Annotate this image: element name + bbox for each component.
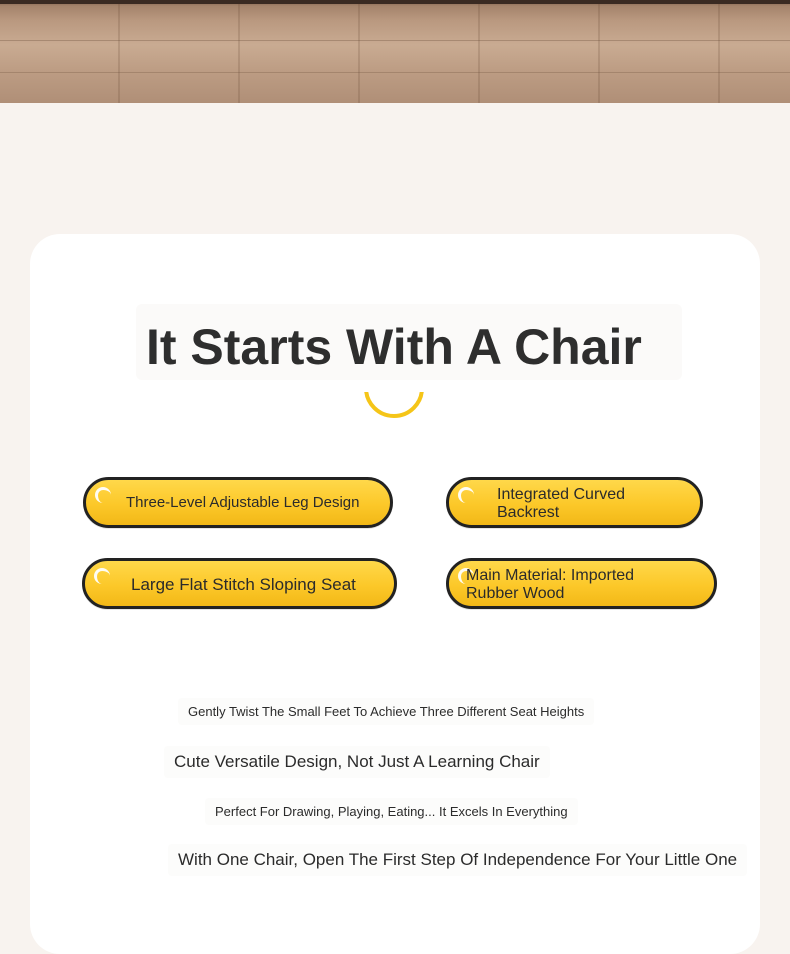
smile-decoration-icon [364, 392, 424, 418]
tagline-excels: Perfect For Drawing, Playing, Eating... It Excels In Everything [205, 798, 578, 825]
feature-label: Integrated Curved Backrest [497, 486, 626, 521]
tagline-independence: With One Chair, Open The First Step Of Independence For Your Little One [168, 844, 747, 876]
wood-floor-banner-image [0, 0, 790, 103]
highlight-arc-icon [95, 487, 111, 503]
highlight-arc-icon [458, 487, 474, 503]
highlight-arc-icon [94, 568, 110, 584]
feature-label: Main Material: Imported Rubber Wood [466, 567, 635, 602]
section-title: It Starts With A Chair [146, 319, 642, 375]
floor-board-seam [0, 72, 790, 73]
feature-pill-sloping-seat [82, 558, 397, 609]
tagline-seat-heights: Gently Twist The Small Feet To Achieve Three Different Seat Heights [178, 698, 594, 725]
feature-pill-adjustable-legs [83, 477, 393, 528]
feature-label: Three-Level Adjustable Leg Design [126, 494, 360, 511]
feature-label: Large Flat Stitch Sloping Seat [131, 575, 356, 594]
tagline-versatile-design: Cute Versatile Design, Not Just A Learning Chair [164, 746, 550, 778]
feature-pill-curved-backrest [446, 477, 703, 528]
feature-card [30, 234, 760, 954]
feature-pill-rubber-wood [446, 558, 717, 609]
